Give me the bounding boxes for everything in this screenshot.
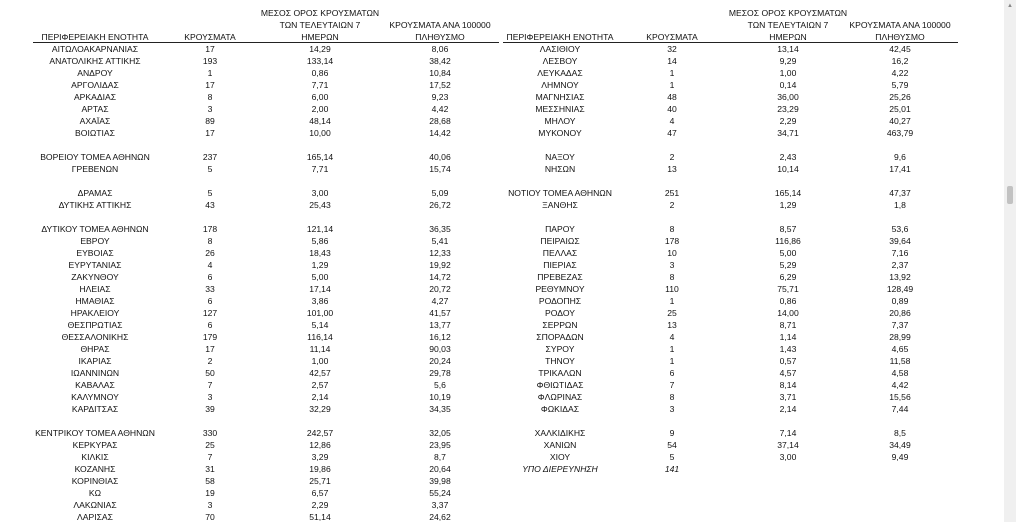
- cell-region: ΑΡΚΑΔΙΑΣ: [73, 92, 117, 102]
- cell-cases: 3: [207, 392, 213, 402]
- cell-region: ΘΕΣΣΑΛΟΝΙΚΗΣ: [61, 332, 129, 342]
- cell-avg: 101,00: [306, 308, 334, 318]
- cell-region: ΕΥΒΟΙΑΣ: [76, 248, 114, 258]
- cell-avg: 5,14: [311, 320, 329, 330]
- cell-avg: 7,71: [311, 164, 329, 174]
- cell-avg: 1,14: [779, 332, 797, 342]
- left-header-per100k-line2: ΠΛΗΘΥΣΜΟ: [415, 32, 465, 42]
- cell-per100k: 8,06: [431, 44, 449, 54]
- left-header-rule: [33, 42, 499, 43]
- cell-cases: 54: [667, 440, 677, 450]
- cell-avg: 3,00: [779, 452, 797, 462]
- cell-avg: 17,14: [309, 284, 331, 294]
- cell-region: ΗΛΕΙΑΣ: [79, 284, 111, 294]
- cell-region: ΜΑΓΝΗΣΙΑΣ: [535, 92, 585, 102]
- cell-per100k: 14,42: [429, 128, 451, 138]
- cell-cases: 9: [669, 428, 675, 438]
- cell-per100k: 5,41: [431, 236, 449, 246]
- cell-avg: 5,00: [779, 248, 797, 258]
- cell-avg: 5,29: [779, 260, 797, 270]
- cell-cases: 1: [207, 68, 213, 78]
- cell-per100k: 14,72: [429, 272, 451, 282]
- cell-region: ΣΥΡΟΥ: [545, 344, 575, 354]
- cell-per100k: 25,26: [889, 92, 911, 102]
- cell-per100k: 9,49: [891, 452, 909, 462]
- cell-region: ΚΑΛΥΜΝΟΥ: [71, 392, 119, 402]
- cell-region: ΚΟΖΑΝΗΣ: [74, 464, 116, 474]
- cell-per100k: 7,37: [891, 320, 909, 330]
- cell-avg: 10,00: [309, 128, 331, 138]
- cell-cases: 1: [669, 296, 675, 306]
- cell-region: ΗΜΑΘΙΑΣ: [75, 296, 115, 306]
- cell-per100k: 39,64: [889, 236, 911, 246]
- cell-cases: 4: [669, 116, 675, 126]
- cell-avg: 12,86: [309, 440, 331, 450]
- cell-region: ΝΟΤΙΟΥ ΤΟΜΕΑ ΑΘΗΝΩΝ: [508, 188, 612, 198]
- cell-region: ΚΑΡΔΙΤΣΑΣ: [71, 404, 119, 414]
- cell-per100k: 41,57: [429, 308, 451, 318]
- cell-avg: 36,00: [777, 92, 799, 102]
- cell-region: ΖΑΚΥΝΘΟΥ: [71, 272, 119, 282]
- cell-cases: 5: [207, 164, 213, 174]
- cell-cases: 10: [667, 248, 677, 258]
- cell-cases: 251: [664, 188, 680, 198]
- right-header-region: ΠΕΡΙΦΕΡΕΙΑΚΗ ΕΝΟΤΗΤΑ: [506, 32, 614, 42]
- cell-cases: 3: [669, 260, 675, 270]
- cell-avg: 7,71: [311, 80, 329, 90]
- cell-per100k: 16,2: [891, 56, 909, 66]
- cell-avg: 121,14: [306, 224, 334, 234]
- cell-avg: 5,86: [311, 236, 329, 246]
- cell-region: ΣΕΡΡΩΝ: [542, 320, 578, 330]
- cell-avg: 5,00: [311, 272, 329, 282]
- cell-region: ΓΡΕΒΕΝΩΝ: [71, 164, 119, 174]
- cell-avg: 2,14: [779, 404, 797, 414]
- cell-avg: 32,29: [309, 404, 331, 414]
- cell-cases: 110: [665, 284, 679, 294]
- cell-region: ΛΗΜΝΟΥ: [541, 80, 579, 90]
- cell-region: ΧΑΛΚΙΔΙΚΗΣ: [534, 428, 586, 438]
- cell-per100k: 1,8: [894, 200, 906, 210]
- cell-per100k: 20,86: [889, 308, 911, 318]
- cell-region: ΚΑΒΑΛΑΣ: [75, 380, 115, 390]
- right-header-avg-line3: ΗΜΕΡΩΝ: [769, 32, 807, 42]
- cell-per100k: 3,37: [431, 500, 449, 510]
- cell-region: ΒΟΡΕΙΟΥ ΤΟΜΕΑ ΑΘΗΝΩΝ: [40, 152, 150, 162]
- cell-per100k: 8,5: [894, 428, 906, 438]
- cell-region: ΡΟΔΟΠΗΣ: [538, 296, 582, 306]
- cell-region: ΠΕΙΡΑΙΩΣ: [540, 236, 580, 246]
- cell-region: ΒΟΙΩΤΙΑΣ: [75, 128, 115, 138]
- cell-cases: 7: [207, 380, 213, 390]
- cell-per100k: 20,72: [429, 284, 451, 294]
- cell-per100k: 40,27: [889, 116, 911, 126]
- cell-per100k: 39,98: [429, 476, 451, 486]
- cell-per100k: 32,05: [429, 428, 451, 438]
- cell-per100k: 7,44: [891, 404, 909, 414]
- cell-cases: 5: [207, 188, 213, 198]
- cell-avg: 6,57: [311, 488, 329, 498]
- cell-avg: 42,57: [309, 368, 331, 378]
- cell-cases: 1: [669, 344, 675, 354]
- cell-cases: 31: [205, 464, 215, 474]
- cell-avg: 25,71: [309, 476, 331, 486]
- cell-avg: 1,43: [779, 344, 797, 354]
- cell-region: ΚΩ: [88, 488, 102, 498]
- cell-avg: 165,14: [774, 188, 802, 198]
- cell-avg: 4,57: [779, 368, 797, 378]
- cell-per100k: 463,79: [886, 128, 914, 138]
- cell-avg: 0,14: [779, 80, 797, 90]
- cell-cases: 70: [205, 512, 215, 522]
- cell-region: ΙΩΑΝΝΙΝΩΝ: [70, 368, 120, 378]
- cell-avg: 14,29: [309, 44, 331, 54]
- cell-avg: 3,71: [779, 392, 797, 402]
- cell-region: ΔΥΤΙΚΟΥ ΤΟΜΕΑ ΑΘΗΝΩΝ: [41, 224, 149, 234]
- cell-region: ΛΑΡΙΣΑΣ: [77, 512, 113, 522]
- cell-per100k: 38,42: [429, 56, 451, 66]
- cell-region: ΛΕΣΒΟΥ: [542, 56, 578, 66]
- cell-region: ΑΡΤΑΣ: [81, 104, 109, 114]
- cell-region: ΑΧΑΪΑΣ: [79, 116, 111, 126]
- cell-cases: 3: [207, 500, 213, 510]
- cell-cases: 40: [667, 104, 677, 114]
- cell-per100k: 5,09: [431, 188, 449, 198]
- cell-cases: 237: [202, 152, 218, 162]
- cell-region: ΑΡΓΟΛΙΔΑΣ: [71, 80, 119, 90]
- cell-avg: 242,57: [306, 428, 334, 438]
- cell-cases: 25: [205, 440, 215, 450]
- cell-avg: 1,00: [311, 356, 329, 366]
- cell-cases: 47: [667, 128, 677, 138]
- cell-avg: 8,71: [779, 320, 797, 330]
- cell-cases: 7: [207, 452, 213, 462]
- cell-per100k: 34,49: [889, 440, 911, 450]
- cell-region: ΜΕΣΣΗΝΙΑΣ: [535, 104, 585, 114]
- cell-avg: 8,14: [779, 380, 797, 390]
- cell-region: ΧΙΟΥ: [549, 452, 571, 462]
- left-header-avg-line1: ΜΕΣΟΣ ΟΡΟΣ ΚΡΟΥΣΜΑΤΩΝ: [260, 8, 380, 18]
- cell-avg: 34,71: [777, 128, 799, 138]
- left-header-cases: ΚΡΟΥΣΜΑΤΑ: [184, 32, 236, 42]
- cell-avg: 0,86: [311, 68, 329, 78]
- cell-per100k: 16,12: [429, 332, 451, 342]
- cell-cases: 17: [205, 344, 215, 354]
- cell-region: ΚΕΝΤΡΙΚΟΥ ΤΟΜΕΑ ΑΘΗΝΩΝ: [35, 428, 155, 438]
- cell-per100k: 15,74: [429, 164, 451, 174]
- cell-per100k: 19,92: [429, 260, 451, 270]
- cell-region: ΦΛΩΡΙΝΑΣ: [537, 392, 583, 402]
- cell-per100k: 128,49: [886, 284, 914, 294]
- cell-cases: 50: [205, 368, 215, 378]
- cell-region: ΜΗΛΟΥ: [544, 116, 576, 126]
- left-header-per100k-line1: ΚΡΟΥΣΜΑΤΑ ΑΝΑ 100000: [389, 20, 491, 30]
- cell-region: ΕΒΡΟΥ: [80, 236, 110, 246]
- cell-region: ΧΑΝΙΩΝ: [543, 440, 577, 450]
- cell-region: ΞΑΝΘΗΣ: [542, 200, 578, 210]
- cell-per100k: 15,56: [889, 392, 911, 402]
- cell-avg: 3,29: [311, 452, 329, 462]
- cell-per100k: 42,45: [889, 44, 911, 54]
- cell-per100k: 53,6: [891, 224, 909, 234]
- cell-cases: 330: [202, 428, 218, 438]
- cell-region: ΠΑΡΟΥ: [545, 224, 575, 234]
- cell-cases: 17: [205, 80, 215, 90]
- cell-per100k: 4,42: [891, 380, 909, 390]
- cell-cases: 39: [205, 404, 215, 414]
- cell-per100k: 13,77: [429, 320, 451, 330]
- cell-region: ΠΙΕΡΙΑΣ: [543, 260, 577, 270]
- cell-region: ΝΗΣΩΝ: [544, 164, 576, 174]
- cell-cases: 2: [207, 356, 213, 366]
- cell-per100k: 7,16: [891, 248, 909, 258]
- scroll-up-arrow-icon[interactable]: ▲: [1007, 3, 1013, 9]
- cell-cases: 13: [667, 164, 677, 174]
- cell-cases: 193: [202, 56, 218, 66]
- cell-cases: 5: [669, 452, 675, 462]
- cell-avg: 9,29: [779, 56, 797, 66]
- cell-avg: 3,86: [311, 296, 329, 306]
- cell-cases: 58: [205, 476, 215, 486]
- cell-cases: 8: [207, 92, 213, 102]
- cell-avg: 48,14: [309, 116, 331, 126]
- right-header-avg-line1: ΜΕΣΟΣ ΟΡΟΣ ΚΡΟΥΣΜΑΤΩΝ: [728, 8, 848, 18]
- cell-per100k: 55,24: [429, 488, 451, 498]
- cell-cases: 19: [205, 488, 215, 498]
- cell-avg: 3,00: [311, 188, 329, 198]
- cell-per100k: 47,37: [889, 188, 911, 198]
- cell-cases: 32: [667, 44, 677, 54]
- cell-per100k: 4,65: [891, 344, 909, 354]
- cell-per100k: 40,06: [429, 152, 451, 162]
- cell-region: ΝΑΞΟΥ: [545, 152, 575, 162]
- cell-cases: 8: [207, 236, 213, 246]
- cell-cases: 8: [669, 392, 675, 402]
- cell-cases: 13: [667, 320, 677, 330]
- cell-cases: 8: [669, 224, 675, 234]
- cell-avg: 51,14: [309, 512, 331, 522]
- cell-cases: 14: [667, 56, 677, 66]
- cell-per100k: 36,35: [429, 224, 451, 234]
- cell-avg: 23,29: [777, 104, 799, 114]
- cell-cases: 2: [669, 200, 675, 210]
- cell-cases: 33: [205, 284, 215, 294]
- right-header-cases: ΚΡΟΥΣΜΑΤΑ: [646, 32, 698, 42]
- cell-region: ΚΟΡΙΝΘΙΑΣ: [71, 476, 119, 486]
- cell-per100k: 9,6: [894, 152, 906, 162]
- cell-region: ΡΟΔΟΥ: [545, 308, 575, 318]
- cell-per100k: 8,7: [434, 452, 446, 462]
- cell-per100k: 4,58: [891, 368, 909, 378]
- right-header-rule: [503, 42, 958, 43]
- cell-avg: 18,43: [309, 248, 331, 258]
- cell-per100k: 17,52: [429, 80, 451, 90]
- cell-region: ΗΡΑΚΛΕΙΟΥ: [70, 308, 120, 318]
- cell-region: ΠΕΛΛΑΣ: [542, 248, 578, 258]
- cell-avg: 13,14: [777, 44, 799, 54]
- cell-cases: 1: [669, 356, 675, 366]
- cell-avg: 2,29: [779, 116, 797, 126]
- cell-per100k: 10,84: [429, 68, 451, 78]
- cell-avg: 1,00: [779, 68, 797, 78]
- cell-cases: 17: [205, 44, 215, 54]
- cell-per100k: 9,23: [431, 92, 449, 102]
- cell-avg: 25,43: [309, 200, 331, 210]
- cell-per100k: 4,22: [891, 68, 909, 78]
- cell-per100k: 2,37: [891, 260, 909, 270]
- cell-avg: 75,71: [777, 284, 799, 294]
- cell-cases: 6: [207, 296, 213, 306]
- cell-per100k: 25,01: [889, 104, 911, 114]
- left-header-avg-line3: ΗΜΕΡΩΝ: [301, 32, 339, 42]
- cell-per100k: 5,6: [434, 380, 446, 390]
- cell-avg: 116,14: [307, 332, 333, 342]
- cell-avg: 19,86: [309, 464, 331, 474]
- cell-cases: 89: [205, 116, 215, 126]
- cell-avg: 10,14: [777, 164, 799, 174]
- cell-region: ΑΝΔΡΟΥ: [77, 68, 113, 78]
- cell-region: ΥΠΟ ΔΙΕΡΕΥΝΗΣΗ: [522, 464, 598, 474]
- cell-per100k: 10,19: [429, 392, 451, 402]
- cell-per100k: 23,95: [429, 440, 451, 450]
- cell-region: ΕΥΡΥΤΑΝΙΑΣ: [68, 260, 122, 270]
- cell-region: ΑΙΤΩΛΟΑΚΑΡΝΑΝΙΑΣ: [51, 44, 139, 54]
- cell-cases: 127: [202, 308, 218, 318]
- cell-avg: 0,86: [779, 296, 797, 306]
- cell-avg: 116,86: [775, 236, 801, 246]
- cell-avg: 2,00: [311, 104, 329, 114]
- right-header-per100k-line2: ΠΛΗΘΥΣΜΟ: [875, 32, 925, 42]
- cell-per100k: 4,42: [431, 104, 449, 114]
- cell-avg: 6,00: [311, 92, 329, 102]
- cell-per100k: 26,72: [429, 200, 451, 210]
- cell-cases: 7: [669, 380, 675, 390]
- cell-region: ΤΡΙΚΑΛΩΝ: [538, 368, 582, 378]
- cell-region: ΑΝΑΤΟΛΙΚΗΣ ΑΤΤΙΚΗΣ: [49, 56, 141, 66]
- cell-region: ΛΑΣΙΘΙΟΥ: [539, 44, 581, 54]
- cell-region: ΡΕΘΥΜΝΟΥ: [535, 284, 585, 294]
- cell-cases: 141: [664, 464, 680, 474]
- cell-region: ΤΗΝΟΥ: [545, 356, 575, 366]
- right-header-avg-line2: ΤΩΝ ΤΕΛΕΥΤΑΙΩΝ 7: [747, 20, 829, 30]
- cell-avg: 2,29: [311, 500, 329, 510]
- cell-region: ΛΑΚΩΝΙΑΣ: [73, 500, 117, 510]
- cell-region: ΔΥΤΙΚΗΣ ΑΤΤΙΚΗΣ: [58, 200, 132, 210]
- cell-per100k: 11,58: [889, 356, 911, 366]
- cell-region: ΦΩΚΙΔΑΣ: [540, 404, 580, 414]
- cell-cases: 6: [207, 272, 213, 282]
- cell-per100k: 13,92: [889, 272, 911, 282]
- cell-per100k: 5,79: [891, 80, 909, 90]
- cell-region: ΣΠΟΡΑΔΩΝ: [536, 332, 584, 342]
- cell-cases: 6: [669, 368, 675, 378]
- cell-cases: 26: [205, 248, 215, 258]
- cell-region: ΠΡΕΒΕΖΑΣ: [537, 272, 583, 282]
- cell-region: ΜΥΚΟΝΟΥ: [538, 128, 582, 138]
- cell-per100k: 28,68: [429, 116, 451, 126]
- cell-per100k: 34,35: [429, 404, 451, 414]
- cell-cases: 2: [669, 152, 675, 162]
- cell-avg: 165,14: [306, 152, 334, 162]
- cell-per100k: 24,62: [429, 512, 451, 522]
- left-header-region: ΠΕΡΙΦΕΡΕΙΑΚΗ ΕΝΟΤΗΤΑ: [41, 32, 149, 42]
- cell-region: ΘΕΣΠΡΩΤΙΑΣ: [67, 320, 123, 330]
- cell-cases: 48: [667, 92, 677, 102]
- cell-region: ΚΕΡΚΥΡΑΣ: [72, 440, 118, 450]
- cell-cases: 178: [664, 236, 680, 246]
- cell-region: ΦΘΙΩΤΙΔΑΣ: [536, 380, 584, 390]
- cell-per100k: 17,41: [889, 164, 911, 174]
- cell-avg: 8,57: [779, 224, 797, 234]
- cell-region: ΚΙΛΚΙΣ: [81, 452, 109, 462]
- cell-cases: 17: [205, 128, 215, 138]
- cell-avg: 6,29: [779, 272, 797, 282]
- cell-cases: 1: [669, 68, 675, 78]
- cell-cases: 6: [207, 320, 213, 330]
- cell-region: ΘΗΡΑΣ: [80, 344, 110, 354]
- cell-per100k: 90,03: [429, 344, 451, 354]
- cell-avg: 7,14: [779, 428, 797, 438]
- cell-avg: 133,14: [306, 56, 334, 66]
- cell-avg: 14,00: [777, 308, 799, 318]
- cell-per100k: 12,33: [429, 248, 451, 258]
- cell-avg: 2,43: [779, 152, 797, 162]
- cell-cases: 4: [669, 332, 675, 342]
- right-header-per100k-line1: ΚΡΟΥΣΜΑΤΑ ΑΝΑ 100000: [849, 20, 951, 30]
- vertical-scrollbar[interactable]: [1004, 0, 1016, 522]
- cell-cases: 4: [207, 260, 213, 270]
- cell-cases: 3: [669, 404, 675, 414]
- cell-region: ΙΚΑΡΙΑΣ: [78, 356, 112, 366]
- cell-cases: 25: [667, 308, 677, 318]
- cell-cases: 178: [202, 224, 218, 234]
- cell-region: ΔΡΑΜΑΣ: [77, 188, 113, 198]
- cell-per100k: 20,24: [429, 356, 451, 366]
- cell-per100k: 0,89: [891, 296, 909, 306]
- cell-cases: 3: [207, 104, 213, 114]
- cell-avg: 37,14: [777, 440, 799, 450]
- scrollbar-thumb[interactable]: [1007, 186, 1013, 204]
- cell-per100k: 29,78: [429, 368, 451, 378]
- cell-per100k: 28,99: [889, 332, 911, 342]
- cell-avg: 2,14: [311, 392, 329, 402]
- cell-cases: 1: [669, 80, 675, 90]
- cell-cases: 8: [669, 272, 675, 282]
- cell-per100k: 20,64: [429, 464, 451, 474]
- cell-per100k: 4,27: [431, 296, 449, 306]
- left-header-avg-line2: ΤΩΝ ΤΕΛΕΥΤΑΙΩΝ 7: [279, 20, 361, 30]
- cell-avg: 2,57: [311, 380, 329, 390]
- cell-region: ΛΕΥΚΑΔΑΣ: [537, 68, 583, 78]
- cell-avg: 1,29: [311, 260, 329, 270]
- cell-avg: 11,14: [309, 344, 331, 354]
- cell-cases: 179: [202, 332, 218, 342]
- cell-cases: 43: [205, 200, 215, 210]
- cell-avg: 1,29: [779, 200, 797, 210]
- cell-avg: 0,57: [779, 356, 797, 366]
